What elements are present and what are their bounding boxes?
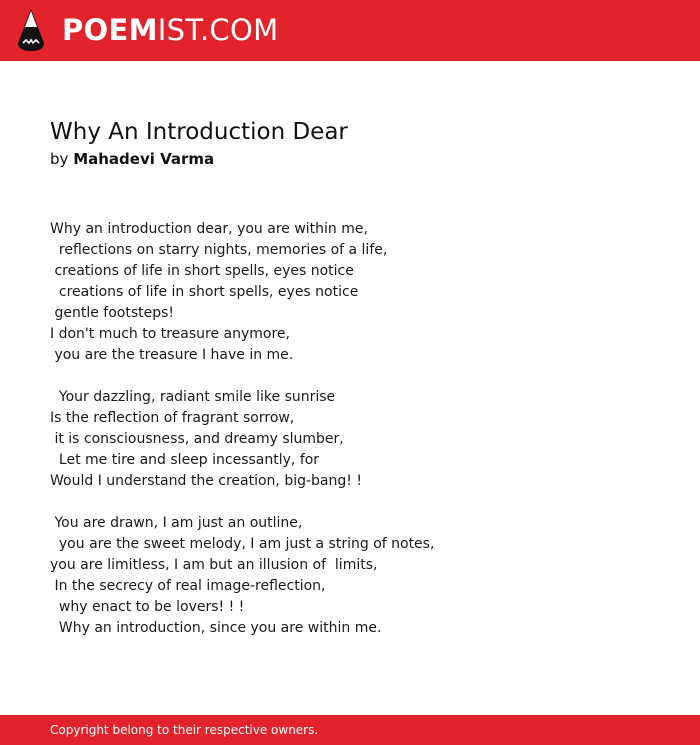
byline-prefix: by	[50, 150, 69, 168]
poem-text: Why an introduction dear, you are within me, reflections on starry nights, memories of a life, creations of life in short spells, eyes notice creations of life in short spells, eyes notice gentle footsteps! I don't much to treasure anymore, you are the treasure I have in me. Your dazzling, radiant smile like sunrise Is the reflection of fragrant sorrow, it is consciousness, and dreamy slumber, Let me tire and sleep incessantly, for Would I understand the creation, big-bang! ! You are drawn, I am just an outline, you are the sweet melody, I am just a string of notes, you are limitless, I am but an illusion of limits, In the secrecy of real image-reflection, why enact to be lovers! ! ! Why an introduction, since you are within me.	[50, 221, 435, 636]
poem-author: Mahadevi Varma	[73, 150, 215, 168]
copyright-text: Copyright belong to their respective owners.	[50, 723, 319, 737]
site-logo[interactable]	[62, 12, 278, 48]
poem-byline	[50, 149, 214, 169]
site-footer	[0, 715, 700, 745]
logo-brand-bold: POEM	[62, 13, 158, 47]
logo-brand-light: IST.COM	[157, 13, 279, 47]
pencil-logo-icon[interactable]	[18, 9, 44, 51]
site-header	[0, 0, 700, 61]
poem-title: Why An Introduction Dear	[50, 119, 348, 145]
